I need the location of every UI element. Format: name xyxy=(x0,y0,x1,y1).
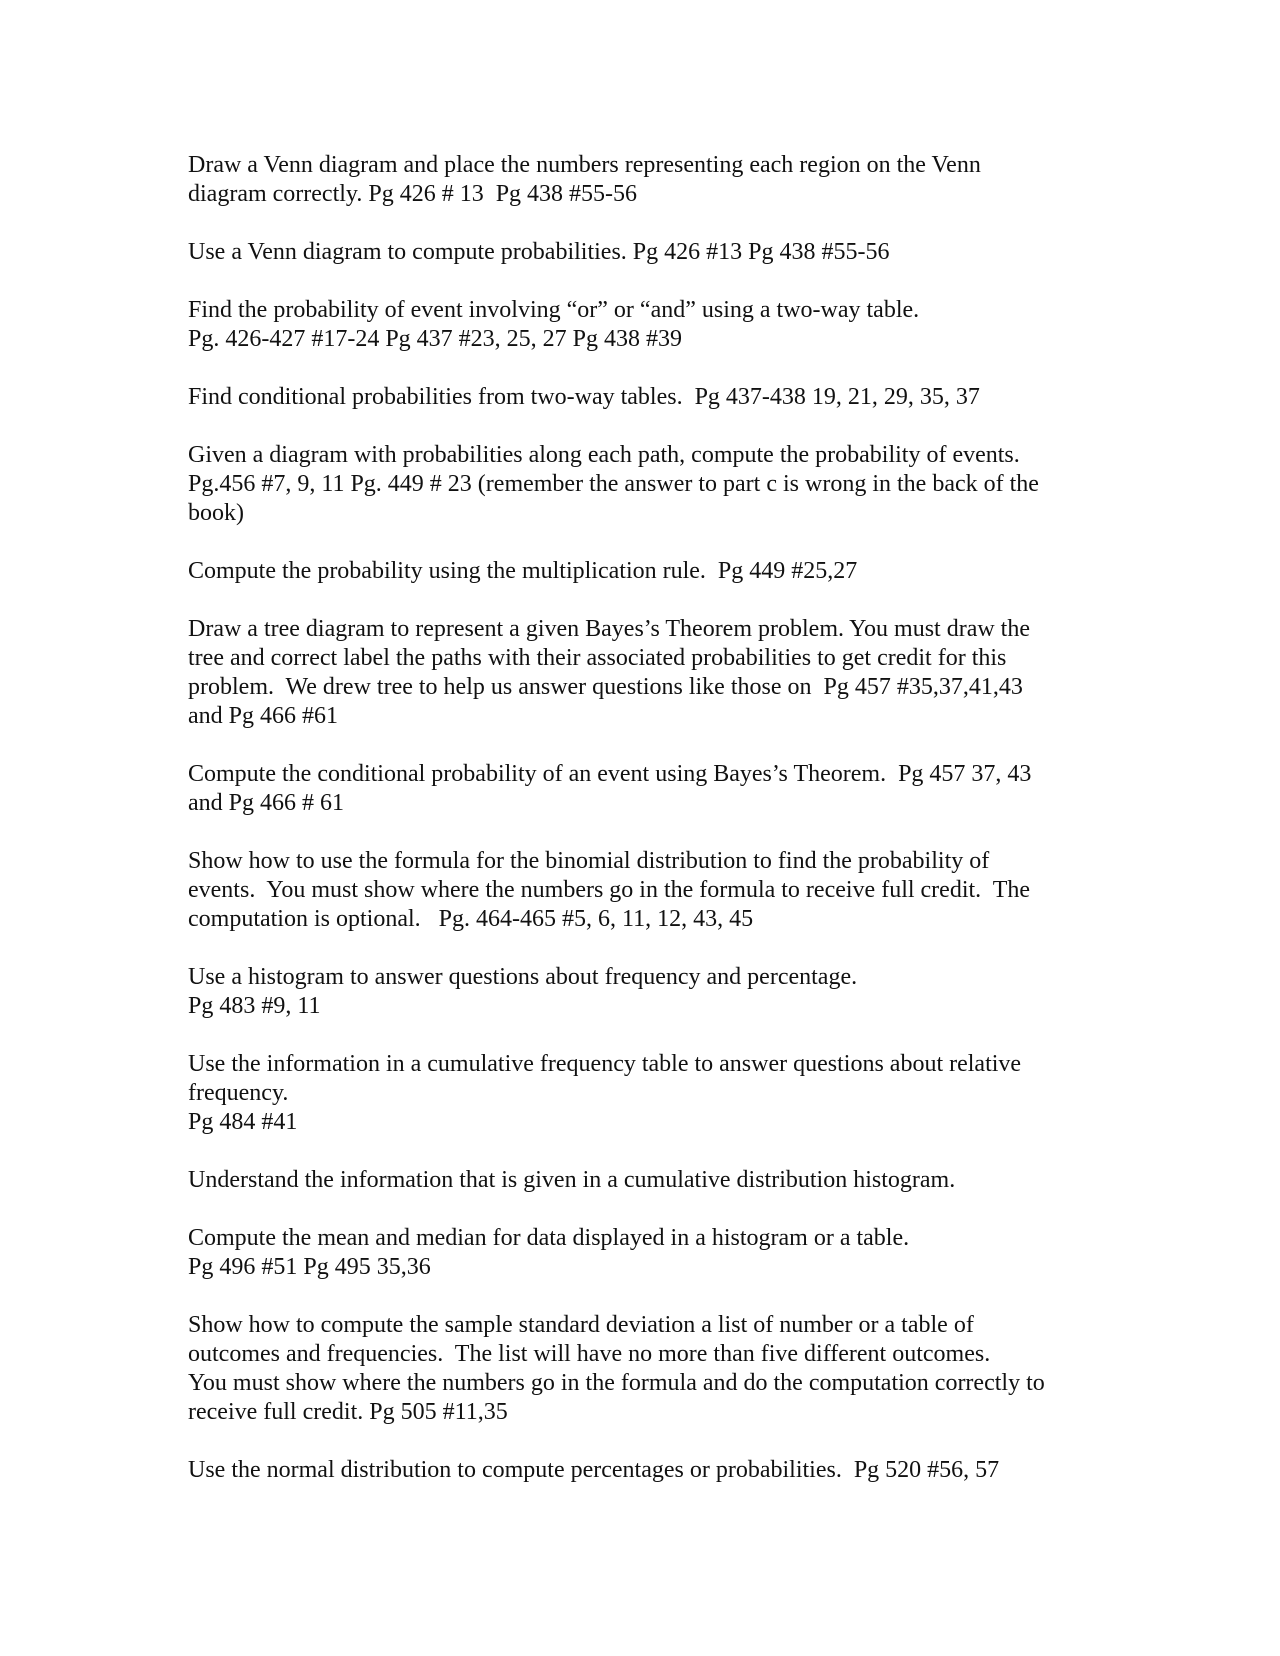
study-item-line: events. You must show where the numbers go in the formula to receive full credit. The xyxy=(188,877,1031,903)
study-item-line: Pg 484 #41 xyxy=(188,1109,298,1135)
study-item xyxy=(188,238,1093,267)
study-item xyxy=(188,151,1093,209)
study-item-line: and Pg 466 #61 xyxy=(188,703,338,729)
study-item xyxy=(188,557,1093,586)
study-item xyxy=(188,296,1093,354)
study-item-line: problem. We drew tree to help us answer questions like those on Pg 457 #35,37,41,43 xyxy=(188,674,1023,700)
study-item-line: diagram correctly. Pg 426 # 13 Pg 438 #55-56 xyxy=(188,181,638,207)
study-item xyxy=(188,441,1093,528)
study-item-line: Pg.456 #7, 9, 11 Pg. 449 # 23 (remember the answer to part c is wrong in the back of the xyxy=(188,471,1039,497)
study-item-line: Compute the mean and median for data displayed in a histogram or a table. xyxy=(188,1225,910,1251)
study-item xyxy=(188,847,1093,934)
study-item xyxy=(188,1224,1093,1282)
study-item-line: computation is optional. Pg. 464-465 #5, 6, 11, 12, 43, 45 xyxy=(188,906,754,932)
study-item-line: Pg 483 #9, 11 xyxy=(188,993,321,1019)
study-item-line: Find the probability of event involving “or” or “and” using a two-way table. xyxy=(188,297,920,323)
study-item-line: Understand the information that is given in a cumulative distribution histogram. xyxy=(188,1167,956,1193)
study-item-line: Draw a tree diagram to represent a given Bayes’s Theorem problem. You must draw the xyxy=(188,616,1030,642)
study-item-line: Use the normal distribution to compute percentages or probabilities. Pg 520 #56, 57 xyxy=(188,1457,1000,1483)
study-item-line: Show how to use the formula for the binomial distribution to find the probability of xyxy=(188,848,990,874)
study-item xyxy=(188,1050,1093,1137)
study-item-line: Given a diagram with probabilities along each path, compute the probability of events. xyxy=(188,442,1020,468)
study-item-line: receive full credit. Pg 505 #11,35 xyxy=(188,1399,508,1425)
study-item-line: Pg. 426-427 #17-24 Pg 437 #23, 25, 27 Pg 438 #39 xyxy=(188,326,683,352)
study-item-line: Use a histogram to answer questions about frequency and percentage. xyxy=(188,964,858,990)
study-item-line: Draw a Venn diagram and place the numbers representing each region on the Venn xyxy=(188,152,981,178)
study-item-line: Find conditional probabilities from two-way tables. Pg 437-438 19, 21, 29, 35, 37 xyxy=(188,384,980,410)
document-body xyxy=(188,151,1093,1514)
study-item-line: frequency. xyxy=(188,1080,289,1106)
study-item-line: Show how to compute the sample standard deviation a list of number or a table of xyxy=(188,1312,974,1338)
study-item xyxy=(188,963,1093,1021)
study-item-line: You must show where the numbers go in the formula and do the computation correctly to xyxy=(188,1370,1045,1396)
study-item-line: and Pg 466 # 61 xyxy=(188,790,344,816)
study-item-line: Compute the probability using the multiplication rule. Pg 449 #25,27 xyxy=(188,558,858,584)
study-item xyxy=(188,615,1093,731)
study-item-line: Use the information in a cumulative frequency table to answer questions about relative xyxy=(188,1051,1022,1077)
study-item-line: Use a Venn diagram to compute probabilities. Pg 426 #13 Pg 438 #55-56 xyxy=(188,239,890,265)
study-item-line: tree and correct label the paths with their associated probabilities to get credit for this xyxy=(188,645,1007,671)
study-item xyxy=(188,1166,1093,1195)
study-item-line: Compute the conditional probability of an event using Bayes’s Theorem. Pg 457 37, 43 xyxy=(188,761,1032,787)
study-item xyxy=(188,760,1093,818)
study-item-line: Pg 496 #51 Pg 495 35,36 xyxy=(188,1254,431,1280)
study-item-line: outcomes and frequencies. The list will have no more than five different outcomes. xyxy=(188,1341,991,1367)
study-item xyxy=(188,383,1093,412)
study-item xyxy=(188,1311,1093,1427)
study-item-line: book) xyxy=(188,500,244,526)
study-item xyxy=(188,1456,1093,1485)
